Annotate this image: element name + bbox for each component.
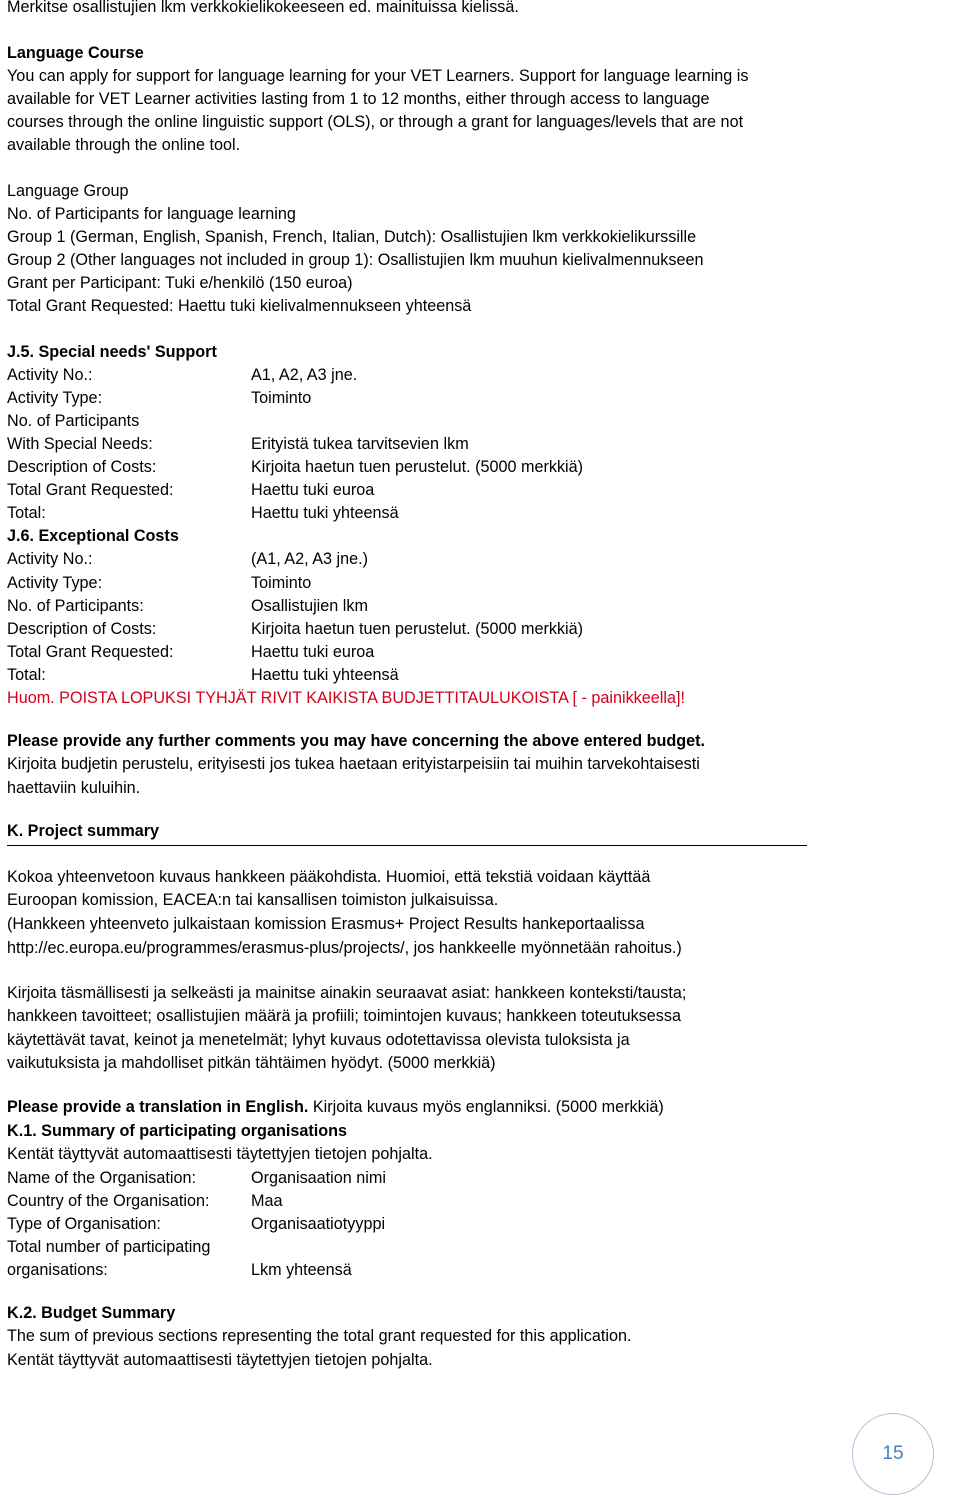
- k2-line: The sum of previous sections representing the total grant requested for this application.: [7, 1327, 632, 1345]
- field-value: Haettu tuki euroa: [251, 643, 375, 661]
- j6-heading: J.6. Exceptional Costs: [7, 527, 179, 545]
- k1-heading: K.1. Summary of participating organisations: [7, 1122, 348, 1140]
- page-number: 15: [852, 1413, 934, 1495]
- field-value: Toiminto: [251, 574, 312, 592]
- field-label: Country of the Organisation:: [7, 1192, 210, 1210]
- k-para1-line: http://ec.europa.eu/programmes/erasmus-plus/projects/, jos hankkeelle myönnetään rahoitus.): [7, 939, 682, 957]
- field-value: Maa: [251, 1192, 283, 1210]
- field-label: Total:: [7, 666, 46, 684]
- k2-heading: K.2. Budget Summary: [7, 1304, 176, 1322]
- k-para2-line: vaikutuksista ja mahdolliset pitkän tähtäimen hyödyt. (5000 merkkiä): [7, 1054, 496, 1072]
- translation-bold: Please provide a translation in English.: [7, 1098, 309, 1116]
- k-para2-line: hankkeen tavoitteet; osallistujien määrä ja profiili; toimintojen kuvaus; hankkeen toteutuksessa: [7, 1007, 681, 1025]
- k-para2-line: käytettävät tavat, keinot ja menetelmät; lyhyt kuvaus odotettavissa olevista tuloksista ja: [7, 1031, 630, 1049]
- language-course-line: available for VET Learner activities lasting from 1 to 12 months, either through access to language: [7, 90, 710, 108]
- field-value: Erityistä tukea tarvitsevien lkm: [251, 435, 469, 453]
- field-label: Total:: [7, 504, 46, 522]
- k-para1-line: Kokoa yhteenvetoon kuvaus hankkeen pääkohdista. Huomioi, että tekstiä voidaan käyttää: [7, 868, 651, 886]
- field-value: A1, A2, A3 jne.: [251, 366, 358, 384]
- field-label: Description of Costs:: [7, 620, 157, 638]
- language-course-line: You can apply for support for language learning for your VET Learners. Support for language learning is: [7, 67, 749, 85]
- field-value: Kirjoita haetun tuen perustelut. (5000 merkkiä): [251, 620, 584, 638]
- language-group-heading: Language Group: [7, 182, 129, 200]
- field-value: Osallistujien lkm: [251, 597, 368, 615]
- language-group-line: Group 2 (Other languages not included in group 1): Osallistujien lkm muuhun kielivalmennukseen: [7, 251, 704, 269]
- field-label: Activity No.:: [7, 550, 93, 568]
- j5-heading: J.5. Special needs' Support: [7, 343, 217, 361]
- field-label: Total Grant Requested:: [7, 643, 174, 661]
- field-value: Haettu tuki yhteensä: [251, 666, 399, 684]
- field-label: Description of Costs:: [7, 458, 157, 476]
- intro-line: Merkitse osallistujien lkm verkkokielikokeeseen ed. mainituissa kielissä.: [7, 0, 519, 16]
- field-label: Type of Organisation:: [7, 1215, 161, 1233]
- field-label: Activity Type:: [7, 574, 103, 592]
- field-value: Toiminto: [251, 389, 312, 407]
- language-group-line: Total Grant Requested: Haettu tuki kielivalmennukseen yhteensä: [7, 297, 472, 315]
- comments-line: Kirjoita budjetin perustelu, erityisesti jos tukea haetaan erityistarpeisiin tai muihin tarvekohtaisesti: [7, 755, 700, 773]
- field-value: (A1, A2, A3 jne.): [251, 550, 368, 568]
- warning-note: Huom. POISTA LOPUKSI TYHJÄT RIVIT KAIKISTA BUDJETTITAULUKOISTA [ - painikkeella]!: [7, 689, 685, 707]
- k2-line: Kentät täyttyvät automaattisesti täytettyjen tietojen pohjalta.: [7, 1351, 433, 1369]
- language-course-line: available through the online tool.: [7, 136, 241, 154]
- field-label: Activity No.:: [7, 366, 93, 384]
- field-label: Name of the Organisation:: [7, 1169, 196, 1187]
- language-course-heading: Language Course: [7, 44, 144, 62]
- k-para2-line: Kirjoita täsmällisesti ja selkeästi ja mainitse ainakin seuraavat asiat: hankkeen konteksti/tausta;: [7, 984, 687, 1002]
- field-value: Organisaatiotyyppi: [251, 1215, 386, 1233]
- translation-rest: Kirjoita kuvaus myös englanniksi. (5000 merkkiä): [308, 1098, 664, 1116]
- comments-line: haettaviin kuluihin.: [7, 779, 141, 797]
- k1-note: Kentät täyttyvät automaattisesti täytettyjen tietojen pohjalta.: [7, 1145, 433, 1163]
- k-para1-line: Euroopan komission, EACEA:n tai kansallisen toimiston julkaisuissa.: [7, 891, 499, 909]
- field-label: organisations:: [7, 1261, 108, 1279]
- field-value: Haettu tuki euroa: [251, 481, 375, 499]
- section-divider: [7, 845, 807, 846]
- language-group-line: Grant per Participant: Tuki e/henkilö (150 euroa): [7, 274, 353, 292]
- field-value: Organisaation nimi: [251, 1169, 386, 1187]
- language-course-line: courses through the online linguistic support (OLS), or through a grant for languages/levels that are not: [7, 113, 744, 131]
- comments-heading: Please provide any further comments you may have concerning the above entered budget.: [7, 732, 706, 750]
- field-label: Total Grant Requested:: [7, 481, 174, 499]
- field-value: Haettu tuki yhteensä: [251, 504, 399, 522]
- field-label: With Special Needs:: [7, 435, 153, 453]
- k-para1-line: (Hankkeen yhteenveto julkaistaan komission Erasmus+ Project Results hankeportaalissa: [7, 915, 645, 933]
- translation-line: [7, 1096, 664, 1119]
- k-heading: K. Project summary: [7, 822, 160, 840]
- field-value: Lkm yhteensä: [251, 1261, 352, 1279]
- field-label: Activity Type:: [7, 389, 103, 407]
- field-label: Total number of participating: [7, 1238, 211, 1256]
- language-group-line: Group 1 (German, English, Spanish, French, Italian, Dutch): Osallistujien lkm verkkokielikurssille: [7, 228, 697, 246]
- language-group-line: No. of Participants for language learning: [7, 205, 296, 223]
- field-label: No. of Participants: [7, 412, 140, 430]
- field-value: Kirjoita haetun tuen perustelut. (5000 merkkiä): [251, 458, 584, 476]
- field-label: No. of Participants:: [7, 597, 144, 615]
